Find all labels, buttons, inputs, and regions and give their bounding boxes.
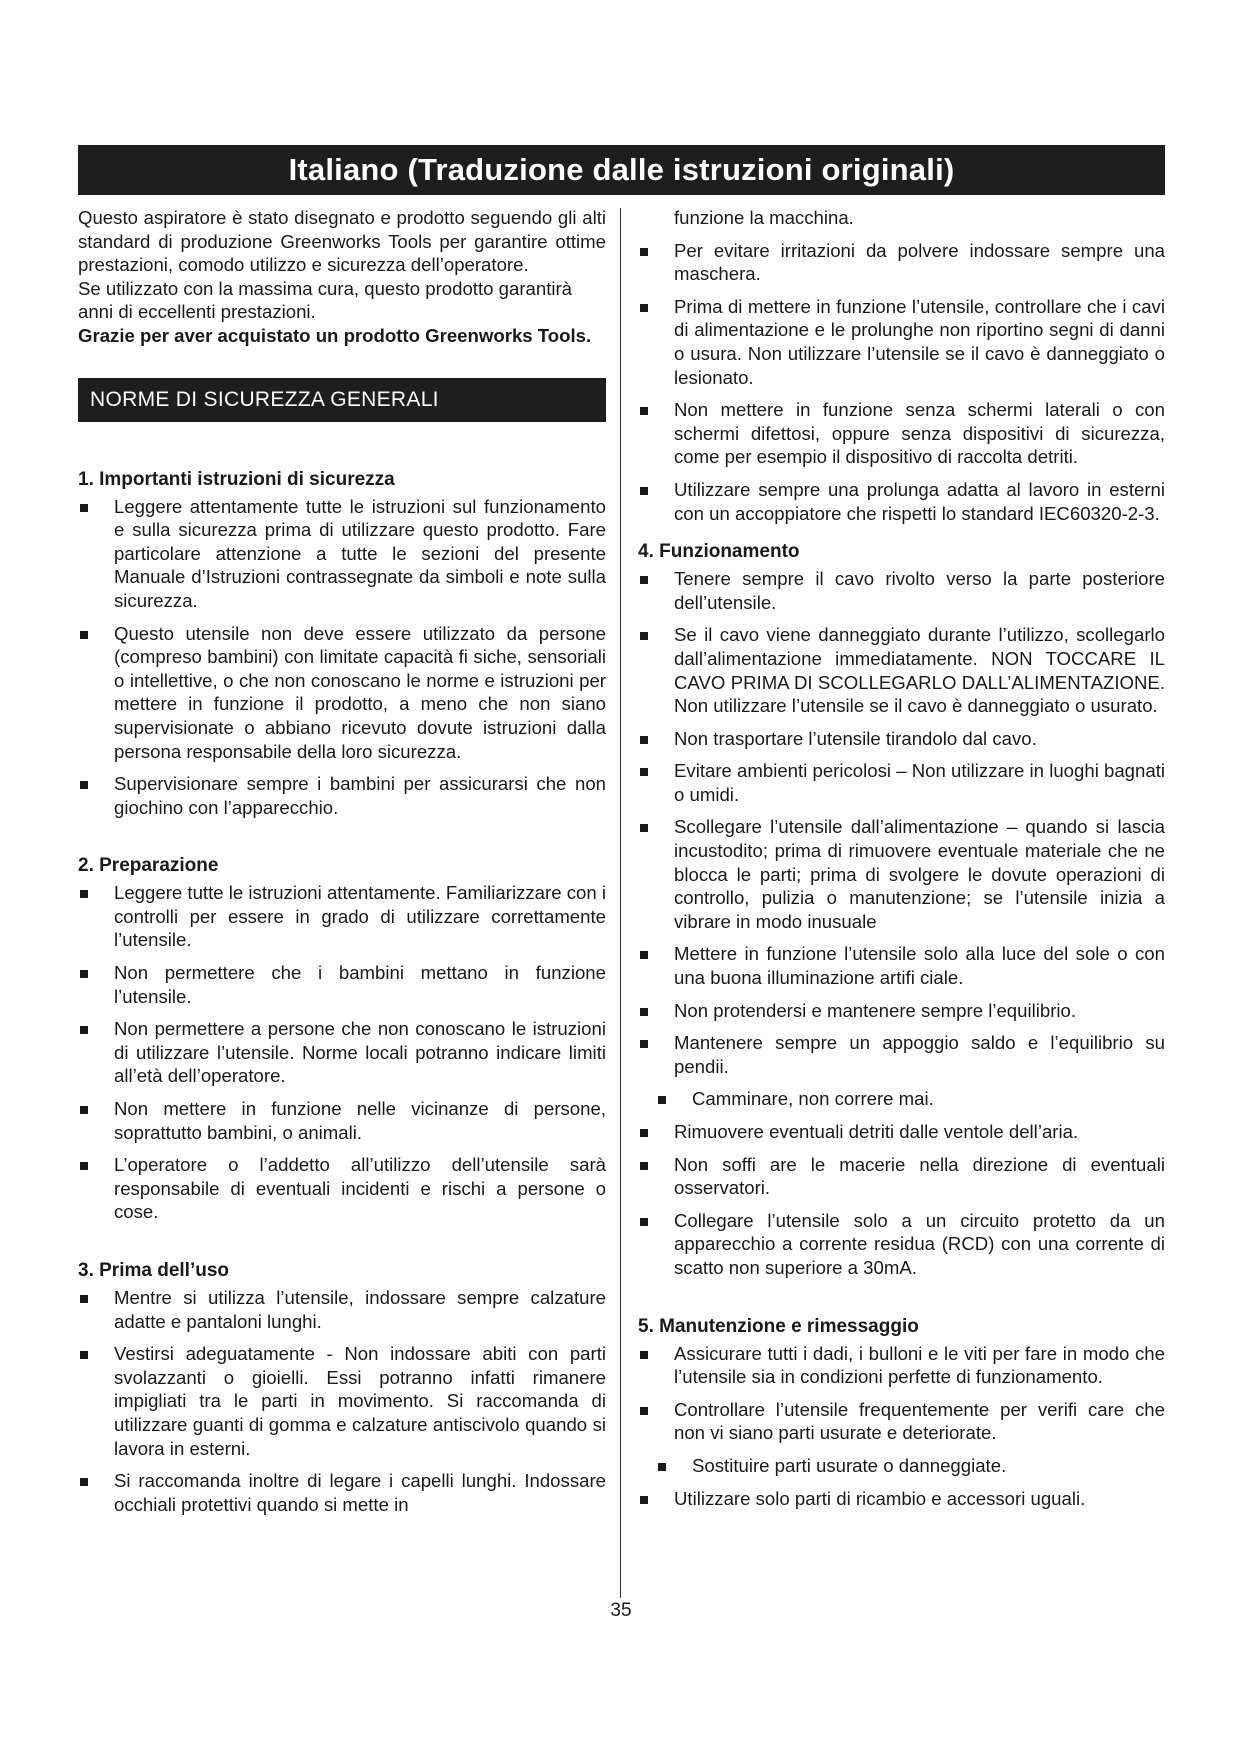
- heading-important-safety: 1. Importanti istruzioni di sicurezza: [78, 468, 395, 490]
- heading-before-use: 3. Prima dell’uso: [78, 1260, 229, 1281]
- intro-thanks: Grazie per aver acquistato un prodotto Greenworks Tools.: [78, 324, 592, 346]
- list-item-continuation: funzione la macchina.: [674, 207, 854, 228]
- list-before-use: [78, 1286, 606, 1516]
- list-item: Questo utensile non deve essere utilizzato da persone (compreso bambini) con limitate capacità fi siche, sensoriali o intellettive, o che non conoscano le norme e istruzioni per mettere in funzione il prodotto, a meno che non siano supervisionate o abbiano ricevuto dovute istruzioni dalla persona responsabile della loro sicurezza.: [78, 622, 606, 764]
- page-number: 35: [610, 1600, 632, 1621]
- list-item: Scollegare l’utensile dall’alimentazione – quando si lascia incustodito; prima di rimuovere eventuale materiale che ne blocca le parti; prima di svolgere le dovute operazioni di controllo, pulizia o manutenzione; se l’utensile inizia a vibrare in modo inusuale: [638, 815, 1165, 933]
- list-item: Mentre si utilizza l’utensile, indossare sempre calzature adatte e pantaloni lunghi.: [78, 1286, 606, 1333]
- list-maintenance: [638, 1342, 1165, 1511]
- bullet-icon: [80, 631, 88, 639]
- list-item: Collegare l’utensile solo a un circuito protetto da un apparecchio a corrente residua (RCD) con una corrente di scatto non superiore a 30mA.: [638, 1209, 1165, 1280]
- list-item: Non permettere a persone che non conoscano le istruzioni di utilizzare l’utensile. Norme locali potranno indicare limiti all’età dell’operatore.: [78, 1017, 606, 1088]
- bullet-icon: [640, 576, 648, 584]
- bullet-icon: [80, 890, 88, 898]
- bullet-icon: [640, 407, 648, 415]
- right-column: [638, 206, 1165, 1519]
- bullet-icon: [80, 781, 88, 789]
- list-item: Camminare, non correre mai.: [638, 1087, 1165, 1111]
- list-item: Non mettere in funzione nelle vicinanze di persone, soprattutto bambini, o animali.: [78, 1097, 606, 1144]
- list-item: Supervisionare sempre i bambini per assicurarsi che non giochino con l’apparecchio.: [78, 772, 606, 819]
- list-item: Si raccomanda inoltre di legare i capelli lunghi. Indossare occhiali protettivi quando si mette in: [78, 1469, 606, 1516]
- bullet-icon: [80, 1295, 88, 1303]
- bullet-icon: [640, 951, 648, 959]
- list-item: Assicurare tutti i dadi, i bulloni e le viti per fare in modo che l’utensile sia in condizioni perfette di funzionamento.: [638, 1342, 1165, 1389]
- list-item: L’operatore o l’addetto all’utilizzo dell’utensile sarà responsabile di eventuali incidenti e rischi a persone o cose.: [78, 1153, 606, 1224]
- list-before-use-continued: [638, 239, 1165, 526]
- bullet-icon: [640, 736, 648, 744]
- list-item: Leggere tutte le istruzioni attentamente. Familiarizzare con i controlli per essere in grado di utilizzare correttamente l’utensile.: [78, 881, 606, 952]
- list-item: Evitare ambienti pericolosi – Non utilizzare in luoghi bagnati o umidi.: [638, 759, 1165, 806]
- column-divider: [620, 208, 621, 1598]
- bullet-icon: [640, 1351, 648, 1359]
- intro-paragraph-1: Questo aspiratore è stato disegnato e prodotto seguendo gli alti standard di produzione Greenworks Tools per garantire ottime prestazioni, comodo utilizzo e sicurezza dell’operatore.: [78, 207, 606, 276]
- bullet-icon: [80, 1026, 88, 1034]
- list-preparation: [78, 881, 606, 1224]
- list-item: Vestirsi adeguatamente - Non indossare abiti con parti svolazzanti o gioielli. Essi potranno infatti rimanere impigliati tra le parti in movimento. Si raccomanda di utilizzare guanti di gomma e calzature antiscivolo quando si lavora in esterni.: [78, 1342, 606, 1460]
- list-item: Utilizzare solo parti di ricambio e accessori uguali.: [638, 1487, 1165, 1511]
- bullet-icon: [80, 1162, 88, 1170]
- bullet-icon: [640, 304, 648, 312]
- list-item: Tenere sempre il cavo rivolto verso la parte posteriore dell’utensile.: [638, 567, 1165, 614]
- list-operation: [638, 567, 1165, 1279]
- bullet-icon: [640, 1040, 648, 1048]
- bullet-icon: [80, 1478, 88, 1486]
- heading-maintenance: 5. Manutenzione e rimessaggio: [638, 1315, 919, 1337]
- list-item: Utilizzare sempre una prolunga adatta al lavoro in esterni con un accoppiatore che rispetti lo standard IEC60320-2-3.: [638, 478, 1165, 525]
- section-title-general-safety: NORME DI SICUREZZA GENERALI: [78, 378, 606, 422]
- list-item: Mantenere sempre un appoggio saldo e l’equilibrio su pendii.: [638, 1031, 1165, 1078]
- list-item: Se il cavo viene danneggiato durante l’utilizzo, scollegarlo dall’alimentazione immediatamente. NON TOCCARE IL CAVO PRIMA DI SCOLLEGARLO DALL’ALIMENTAZIONE. Non utilizzare l’utensile se il cavo è danneggiato o usurato.: [638, 623, 1165, 717]
- heading-operation: 4. Funzionamento: [638, 541, 800, 563]
- list-item: Sostituire parti usurate o danneggiate.: [638, 1454, 1165, 1478]
- bullet-icon: [640, 487, 648, 495]
- bullet-icon: [640, 1162, 648, 1170]
- list-item: Non trasportare l’utensile tirandolo dal cavo.: [638, 727, 1165, 751]
- bullet-icon: [80, 1106, 88, 1114]
- bullet-icon: [640, 1218, 648, 1226]
- bullet-icon: [658, 1096, 666, 1104]
- list-item: Non permettere che i bambini mettano in funzione l’utensile.: [78, 961, 606, 1008]
- bullet-icon: [658, 1463, 666, 1471]
- bullet-icon: [80, 504, 88, 512]
- list-item: Per evitare irritazioni da polvere indossare sempre una maschera.: [638, 239, 1165, 286]
- bullet-icon: [80, 970, 88, 978]
- list-important-safety: [78, 495, 606, 820]
- bullet-icon: [640, 1407, 648, 1415]
- list-item: Rimuovere eventuali detriti dalle ventole dell’aria.: [638, 1120, 1165, 1144]
- bullet-icon: [640, 248, 648, 256]
- bullet-icon: [640, 632, 648, 640]
- list-item: Mettere in funzione l’utensile solo alla luce del sole o con una buona illuminazione artifi ciale.: [638, 942, 1165, 989]
- left-column: [78, 206, 606, 1516]
- intro-paragraph-2: Se utilizzato con la massima cura, questo prodotto garantirà anni di eccellenti prestazioni.: [78, 277, 573, 323]
- heading-preparation: 2. Preparazione: [78, 855, 219, 877]
- list-item: Non mettere in funzione senza schermi laterali o con schermi difettosi, oppure senza dispositivi di sicurezza, come per esempio il dispositivo di raccolta detriti.: [638, 398, 1165, 469]
- bullet-icon: [640, 824, 648, 832]
- bullet-icon: [640, 1496, 648, 1504]
- bullet-icon: [80, 1351, 88, 1359]
- list-item: Leggere attentamente tutte le istruzioni sul funzionamento e sulla sicurezza prima di utilizzare questo prodotto. Fare particolare attenzione a tutte le sezioni del presente Manuale d’Istruzioni contrassegnate da simboli e note sulla sicurezza.: [78, 495, 606, 613]
- list-item: Non protendersi e mantenere sempre l’equilibrio.: [638, 999, 1165, 1023]
- list-item: Controllare l’utensile frequentemente per verifi care che non vi siano parti usurate e deteriorate.: [638, 1398, 1165, 1445]
- bullet-icon: [640, 1129, 648, 1137]
- list-item: Non soffi are le macerie nella direzione di eventuali osservatori.: [638, 1153, 1165, 1200]
- list-item: Prima di mettere in funzione l’utensile, controllare che i cavi di alimentazione e le prolunghe non riportino segni di danni o usura. Non utilizzare l’utensile se il cavo è danneggiato o lesionato.: [638, 295, 1165, 389]
- bullet-icon: [640, 1008, 648, 1016]
- page-title: Italiano (Traduzione dalle istruzioni originali): [78, 145, 1165, 195]
- bullet-icon: [640, 768, 648, 776]
